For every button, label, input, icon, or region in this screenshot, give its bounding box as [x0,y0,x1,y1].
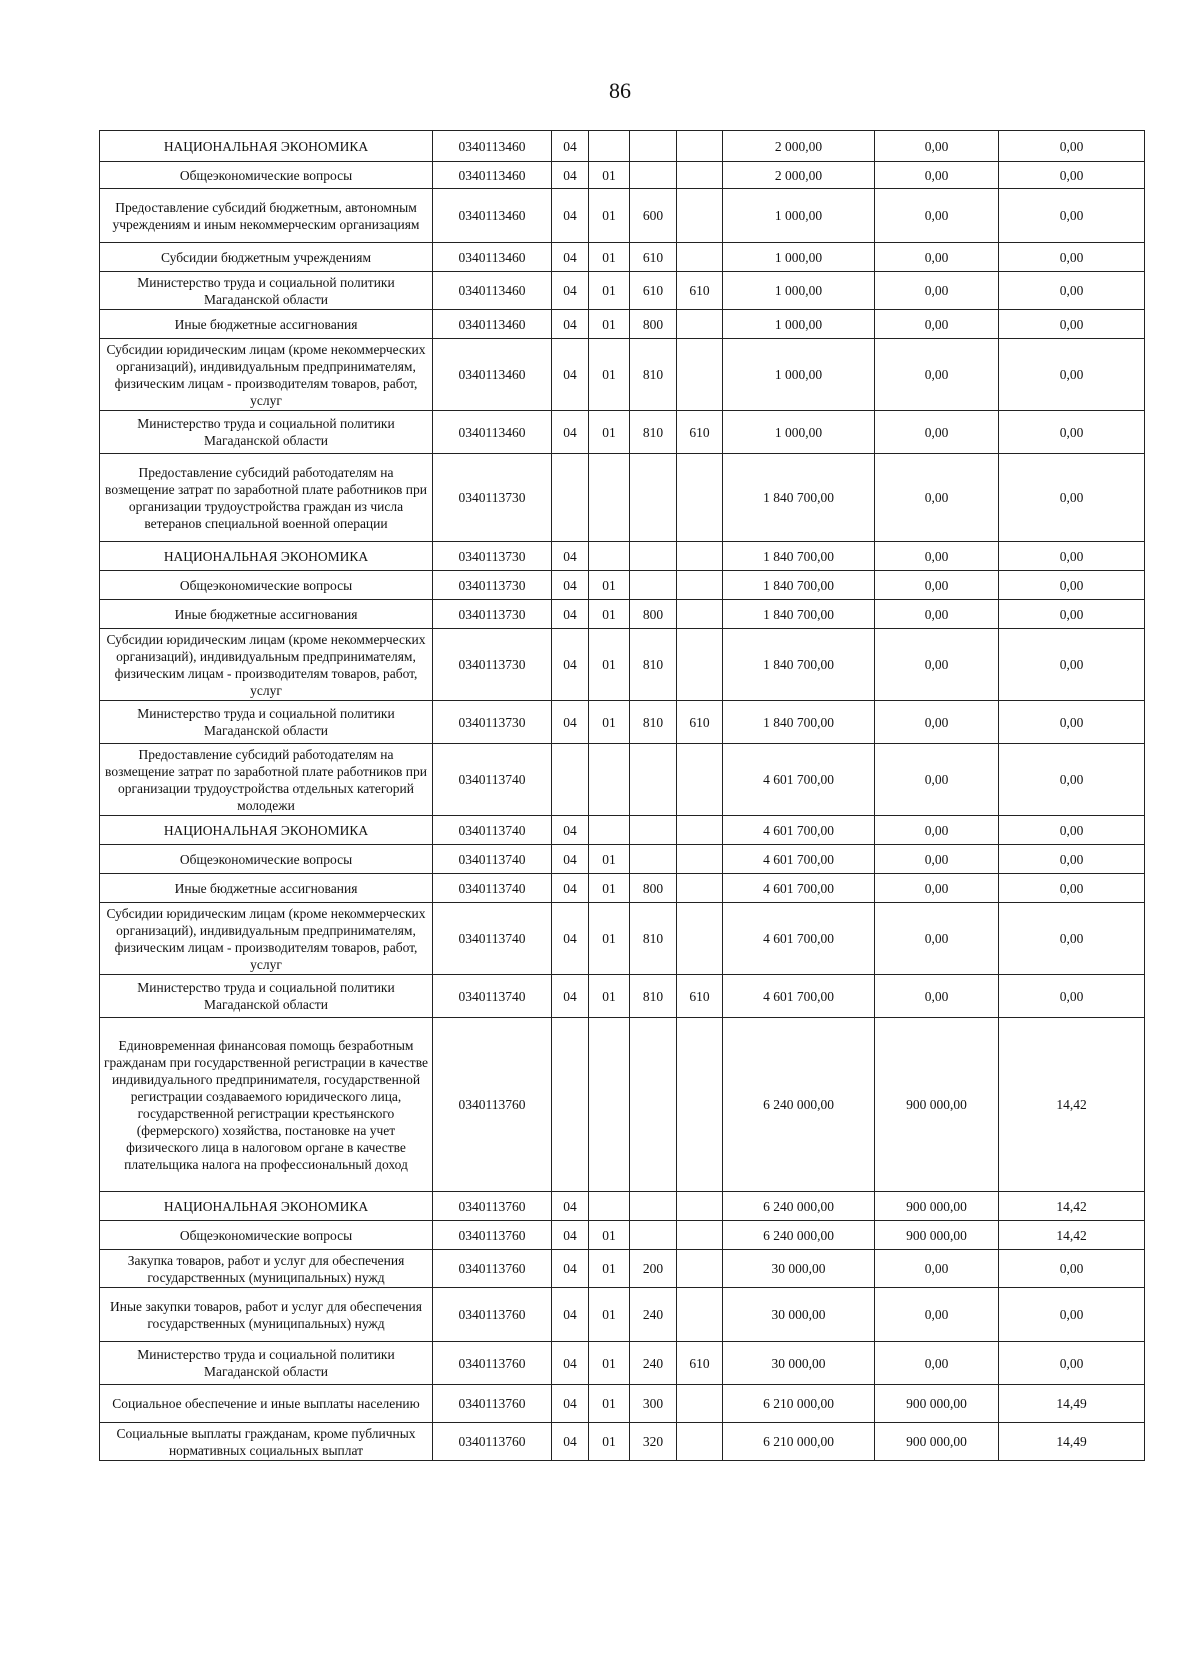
row-label: Субсидии бюджетным учреждениям [100,243,433,272]
row-label: Предоставление субсидий бюджетным, автономным учреждениям и иным некоммерческим организациям [100,189,433,243]
execution-percent: 0,00 [999,454,1145,542]
target-code: 0340113460 [433,131,552,162]
subsection-code: 01 [589,701,630,744]
execution-percent: 0,00 [999,189,1145,243]
section-code: 04 [552,1250,589,1288]
table-row [100,411,1145,454]
administrator-code [677,744,723,816]
section-code: 04 [552,1192,589,1221]
target-code: 0340113730 [433,542,552,571]
subsection-code: 01 [589,243,630,272]
planned-amount: 1 000,00 [723,243,875,272]
target-code: 0340113730 [433,600,552,629]
row-label: НАЦИОНАЛЬНАЯ ЭКОНОМИКА [100,1192,433,1221]
expense-type-code: 320 [630,1423,677,1461]
administrator-code [677,874,723,903]
execution-percent: 14,42 [999,1192,1145,1221]
administrator-code [677,1385,723,1423]
administrator-code [677,162,723,189]
expense-type-code [630,1221,677,1250]
target-code: 0340113460 [433,189,552,243]
administrator-code: 610 [677,272,723,310]
row-label: Министерство труда и социальной политики Магаданской области [100,272,433,310]
execution-percent: 0,00 [999,272,1145,310]
execution-percent: 0,00 [999,243,1145,272]
target-code: 0340113730 [433,629,552,701]
subsection-code: 01 [589,1385,630,1423]
section-code: 04 [552,1423,589,1461]
section-code: 04 [552,243,589,272]
target-code: 0340113730 [433,701,552,744]
executed-amount: 0,00 [875,1288,999,1342]
execution-percent: 0,00 [999,629,1145,701]
expense-type-code: 610 [630,243,677,272]
planned-amount: 1 840 700,00 [723,701,875,744]
executed-amount: 0,00 [875,339,999,411]
table-row [100,1288,1145,1342]
expense-type-code: 610 [630,272,677,310]
expense-type-code: 810 [630,903,677,975]
table-row [100,454,1145,542]
section-code: 04 [552,162,589,189]
execution-percent: 14,49 [999,1423,1145,1461]
section-code: 04 [552,701,589,744]
target-code: 0340113760 [433,1385,552,1423]
section-code: 04 [552,542,589,571]
expense-type-code [630,454,677,542]
planned-amount: 30 000,00 [723,1288,875,1342]
table-row [100,874,1145,903]
executed-amount: 0,00 [875,975,999,1018]
section-code [552,1018,589,1192]
row-label: Единовременная финансовая помощь безработным гражданам при государственной регистрации в качестве индивидуального предпринимателя, государственной регистрации создаваемого юридического лица, государственной регистрации крестьянского (фермерского) хозяйства, постановке на учет физического лица в налоговом органе в качестве плательщика налога на профессиональный доход [100,1018,433,1192]
target-code: 0340113460 [433,162,552,189]
target-code: 0340113740 [433,903,552,975]
row-label: Иные закупки товаров, работ и услуг для обеспечения государственных (муниципальных) нужд [100,1288,433,1342]
executed-amount: 0,00 [875,874,999,903]
planned-amount: 2 000,00 [723,162,875,189]
planned-amount: 2 000,00 [723,131,875,162]
administrator-code: 610 [677,975,723,1018]
execution-percent: 0,00 [999,571,1145,600]
row-label: Иные бюджетные ассигнования [100,600,433,629]
planned-amount: 1 000,00 [723,411,875,454]
executed-amount: 0,00 [875,411,999,454]
planned-amount: 4 601 700,00 [723,874,875,903]
table-row [100,1192,1145,1221]
expense-type-code: 810 [630,701,677,744]
target-code: 0340113460 [433,272,552,310]
planned-amount: 6 210 000,00 [723,1423,875,1461]
target-code: 0340113460 [433,310,552,339]
execution-percent: 0,00 [999,975,1145,1018]
administrator-code [677,131,723,162]
expense-type-code: 240 [630,1342,677,1385]
executed-amount: 900 000,00 [875,1423,999,1461]
executed-amount: 0,00 [875,310,999,339]
expense-type-code: 240 [630,1288,677,1342]
table-row [100,975,1145,1018]
executed-amount: 0,00 [875,1250,999,1288]
subsection-code: 01 [589,571,630,600]
expense-type-code [630,744,677,816]
expense-type-code: 810 [630,975,677,1018]
execution-percent: 14,42 [999,1018,1145,1192]
planned-amount: 6 240 000,00 [723,1192,875,1221]
subsection-code: 01 [589,189,630,243]
planned-amount: 1 840 700,00 [723,629,875,701]
planned-amount: 6 210 000,00 [723,1385,875,1423]
expense-type-code: 810 [630,629,677,701]
table-row [100,744,1145,816]
planned-amount: 30 000,00 [723,1250,875,1288]
table-row [100,600,1145,629]
execution-percent: 0,00 [999,411,1145,454]
execution-percent: 0,00 [999,1288,1145,1342]
executed-amount: 900 000,00 [875,1018,999,1192]
administrator-code [677,1221,723,1250]
executed-amount: 0,00 [875,272,999,310]
expense-type-code: 810 [630,339,677,411]
execution-percent: 0,00 [999,1342,1145,1385]
administrator-code [677,310,723,339]
expense-type-code [630,816,677,845]
table-row [100,701,1145,744]
target-code: 0340113760 [433,1192,552,1221]
subsection-code: 01 [589,1221,630,1250]
section-code: 04 [552,1385,589,1423]
planned-amount: 1 000,00 [723,189,875,243]
target-code: 0340113460 [433,411,552,454]
section-code: 04 [552,1288,589,1342]
subsection-code: 01 [589,1423,630,1461]
execution-percent: 0,00 [999,542,1145,571]
target-code: 0340113740 [433,816,552,845]
executed-amount: 0,00 [875,701,999,744]
target-code: 0340113760 [433,1250,552,1288]
table-row [100,339,1145,411]
table-row [100,816,1145,845]
target-code: 0340113740 [433,874,552,903]
table-row [100,1385,1145,1423]
row-label: Закупка товаров, работ и услуг для обеспечения государственных (муниципальных) нужд [100,1250,433,1288]
expense-type-code [630,1192,677,1221]
table-row [100,1018,1145,1192]
target-code: 0340113760 [433,1342,552,1385]
executed-amount: 0,00 [875,845,999,874]
row-label: НАЦИОНАЛЬНАЯ ЭКОНОМИКА [100,816,433,845]
row-label: Министерство труда и социальной политики Магаданской области [100,701,433,744]
executed-amount: 0,00 [875,903,999,975]
subsection-code: 01 [589,1342,630,1385]
executed-amount: 0,00 [875,131,999,162]
section-code: 04 [552,1342,589,1385]
row-label: Общеэкономические вопросы [100,571,433,600]
table-row [100,1221,1145,1250]
administrator-code [677,816,723,845]
subsection-code [589,542,630,571]
executed-amount: 0,00 [875,243,999,272]
administrator-code: 610 [677,701,723,744]
table-row [100,310,1145,339]
execution-percent: 0,00 [999,903,1145,975]
executed-amount: 0,00 [875,189,999,243]
target-code: 0340113460 [433,339,552,411]
table-row [100,162,1145,189]
execution-percent: 0,00 [999,816,1145,845]
executed-amount: 0,00 [875,629,999,701]
administrator-code [677,454,723,542]
subsection-code [589,454,630,542]
row-label: Общеэкономические вопросы [100,845,433,874]
planned-amount: 4 601 700,00 [723,975,875,1018]
row-label: Иные бюджетные ассигнования [100,310,433,339]
row-label: Субсидии юридическим лицам (кроме некоммерческих организаций), индивидуальным предпринимателям, физическим лицам - производителям товаров, работ, услуг [100,629,433,701]
execution-percent: 0,00 [999,874,1145,903]
subsection-code: 01 [589,1250,630,1288]
executed-amount: 0,00 [875,600,999,629]
administrator-code [677,629,723,701]
section-code: 04 [552,629,589,701]
administrator-code [677,1192,723,1221]
subsection-code: 01 [589,903,630,975]
administrator-code [677,542,723,571]
planned-amount: 4 601 700,00 [723,816,875,845]
section-code: 04 [552,845,589,874]
row-label: Социальные выплаты гражданам, кроме публичных нормативных социальных выплат [100,1423,433,1461]
expense-type-code [630,162,677,189]
target-code: 0340113760 [433,1018,552,1192]
table-row [100,1423,1145,1461]
executed-amount: 900 000,00 [875,1192,999,1221]
expense-type-code: 800 [630,310,677,339]
executed-amount: 0,00 [875,571,999,600]
subsection-code: 01 [589,310,630,339]
administrator-code [677,243,723,272]
planned-amount: 6 240 000,00 [723,1018,875,1192]
subsection-code: 01 [589,411,630,454]
administrator-code: 610 [677,411,723,454]
executed-amount: 0,00 [875,744,999,816]
administrator-code [677,1423,723,1461]
administrator-code [677,571,723,600]
execution-percent: 0,00 [999,600,1145,629]
execution-percent: 14,42 [999,1221,1145,1250]
subsection-code: 01 [589,629,630,701]
planned-amount: 1 840 700,00 [723,600,875,629]
table-row [100,131,1145,162]
section-code: 04 [552,310,589,339]
row-label: Министерство труда и социальной политики Магаданской области [100,411,433,454]
target-code: 0340113760 [433,1288,552,1342]
target-code: 0340113740 [433,975,552,1018]
executed-amount: 0,00 [875,816,999,845]
subsection-code [589,816,630,845]
table-row [100,272,1145,310]
subsection-code [589,744,630,816]
target-code: 0340113460 [433,243,552,272]
row-label: Предоставление субсидий работодателям на возмещение затрат по заработной плате работников при организации трудоустройства граждан из числа ветеранов специальной военной операции [100,454,433,542]
row-label: Общеэкономические вопросы [100,1221,433,1250]
executed-amount: 900 000,00 [875,1221,999,1250]
planned-amount: 4 601 700,00 [723,845,875,874]
expense-type-code: 200 [630,1250,677,1288]
section-code: 04 [552,975,589,1018]
section-code: 04 [552,339,589,411]
subsection-code: 01 [589,162,630,189]
target-code: 0340113760 [433,1423,552,1461]
row-label: Министерство труда и социальной политики Магаданской области [100,975,433,1018]
section-code: 04 [552,571,589,600]
row-label: НАЦИОНАЛЬНАЯ ЭКОНОМИКА [100,542,433,571]
administrator-code: 610 [677,1342,723,1385]
expense-type-code [630,845,677,874]
row-label: НАЦИОНАЛЬНАЯ ЭКОНОМИКА [100,131,433,162]
row-label: Общеэкономические вопросы [100,162,433,189]
subsection-code [589,1018,630,1192]
execution-percent: 14,49 [999,1385,1145,1423]
budget-rows [100,131,1145,1461]
section-code: 04 [552,874,589,903]
target-code: 0340113730 [433,454,552,542]
table-row [100,1342,1145,1385]
expense-type-code: 600 [630,189,677,243]
section-code: 04 [552,1221,589,1250]
subsection-code [589,131,630,162]
administrator-code [677,1018,723,1192]
subsection-code: 01 [589,272,630,310]
planned-amount: 1 000,00 [723,310,875,339]
expense-type-code [630,131,677,162]
execution-percent: 0,00 [999,744,1145,816]
administrator-code [677,189,723,243]
row-label: Субсидии юридическим лицам (кроме некоммерческих организаций), индивидуальным предпринимателям, физическим лицам - производителям товаров, работ, услуг [100,903,433,975]
planned-amount: 1 840 700,00 [723,542,875,571]
table-row [100,1250,1145,1288]
execution-percent: 0,00 [999,1250,1145,1288]
planned-amount: 1 000,00 [723,339,875,411]
expense-type-code: 800 [630,600,677,629]
planned-amount: 6 240 000,00 [723,1221,875,1250]
planned-amount: 4 601 700,00 [723,744,875,816]
page-number: 86 [609,78,631,103]
planned-amount: 1 840 700,00 [723,454,875,542]
target-code: 0340113760 [433,1221,552,1250]
execution-percent: 0,00 [999,845,1145,874]
table-row [100,542,1145,571]
subsection-code: 01 [589,845,630,874]
target-code: 0340113740 [433,845,552,874]
expense-type-code [630,542,677,571]
row-label: Предоставление субсидий работодателям на возмещение затрат по заработной плате работников при организации трудоустройства отдельных категорий молодежи [100,744,433,816]
section-code: 04 [552,189,589,243]
row-label: Субсидии юридическим лицам (кроме некоммерческих организаций), индивидуальным предпринимателям, физическим лицам - производителям товаров, работ, услуг [100,339,433,411]
execution-percent: 0,00 [999,310,1145,339]
administrator-code [677,600,723,629]
expense-type-code: 300 [630,1385,677,1423]
planned-amount: 30 000,00 [723,1342,875,1385]
table-row [100,903,1145,975]
expense-type-code: 810 [630,411,677,454]
subsection-code: 01 [589,1288,630,1342]
section-code [552,454,589,542]
subsection-code: 01 [589,975,630,1018]
row-label: Социальное обеспечение и иные выплаты населению [100,1385,433,1423]
administrator-code [677,1250,723,1288]
section-code: 04 [552,131,589,162]
row-label: Иные бюджетные ассигнования [100,874,433,903]
expense-type-code [630,571,677,600]
execution-percent: 0,00 [999,131,1145,162]
row-label: Министерство труда и социальной политики Магаданской области [100,1342,433,1385]
subsection-code: 01 [589,339,630,411]
administrator-code [677,339,723,411]
executed-amount: 0,00 [875,1342,999,1385]
execution-percent: 0,00 [999,162,1145,189]
execution-percent: 0,00 [999,701,1145,744]
planned-amount: 1 840 700,00 [723,571,875,600]
planned-amount: 1 000,00 [723,272,875,310]
executed-amount: 0,00 [875,162,999,189]
expense-type-code [630,1018,677,1192]
executed-amount: 900 000,00 [875,1385,999,1423]
section-code [552,744,589,816]
table-row [100,845,1145,874]
target-code: 0340113740 [433,744,552,816]
table-row [100,629,1145,701]
executed-amount: 0,00 [875,454,999,542]
execution-percent: 0,00 [999,339,1145,411]
expense-type-code: 800 [630,874,677,903]
administrator-code [677,845,723,874]
budget-table [99,130,1145,1461]
section-code: 04 [552,903,589,975]
subsection-code: 01 [589,600,630,629]
section-code: 04 [552,411,589,454]
section-code: 04 [552,272,589,310]
administrator-code [677,903,723,975]
table-row [100,189,1145,243]
section-code: 04 [552,600,589,629]
planned-amount: 4 601 700,00 [723,903,875,975]
administrator-code [677,1288,723,1342]
subsection-code [589,1192,630,1221]
section-code: 04 [552,816,589,845]
target-code: 0340113730 [433,571,552,600]
executed-amount: 0,00 [875,542,999,571]
subsection-code: 01 [589,874,630,903]
table-row [100,243,1145,272]
table-row [100,571,1145,600]
